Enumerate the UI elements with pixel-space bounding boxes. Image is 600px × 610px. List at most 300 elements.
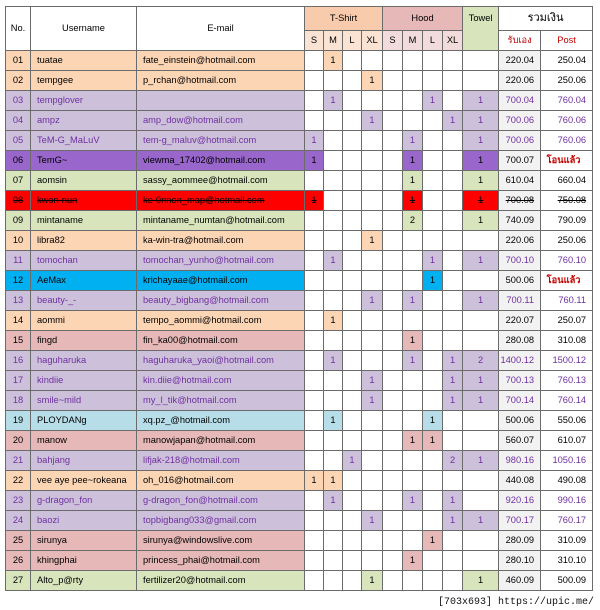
row-total-post: 250.07 <box>541 311 593 331</box>
row-email: mintaname_numtan@hotmail.com <box>137 211 305 231</box>
row-hood-qty <box>383 251 403 271</box>
row-number: 14 <box>6 311 31 331</box>
row-hood-qty <box>383 571 403 591</box>
row-email: lifjak-218@hotmail.com <box>137 451 305 471</box>
row-hood-qty <box>383 431 403 451</box>
table-row <box>6 411 593 431</box>
row-tshirt-qty <box>324 131 343 151</box>
row-tshirt-qty <box>343 351 362 371</box>
row-tshirt-qty <box>305 331 324 351</box>
row-total-post: 550.06 <box>541 411 593 431</box>
table-row <box>6 531 593 551</box>
row-hood-qty <box>403 111 423 131</box>
row-hood-qty <box>443 271 463 291</box>
row-hood-qty <box>443 71 463 91</box>
row-hood-qty <box>403 91 423 111</box>
row-username: ampz <box>31 111 137 131</box>
header-ts-size: XL <box>362 31 383 51</box>
row-hood-qty <box>383 511 403 531</box>
row-tshirt-qty <box>324 431 343 451</box>
row-total-pickup: 560.07 <box>499 431 541 451</box>
row-email: sirunya@windowslive.com <box>137 531 305 551</box>
row-total-post: 790.09 <box>541 211 593 231</box>
row-tshirt-qty <box>324 71 343 91</box>
row-tshirt-qty <box>362 351 383 371</box>
row-tshirt-qty: 1 <box>305 131 324 151</box>
row-total-post: 760.06 <box>541 111 593 131</box>
row-total-post: 760.13 <box>541 371 593 391</box>
row-hood-qty <box>383 391 403 411</box>
row-tshirt-qty <box>324 551 343 571</box>
row-email: tem-g_maluv@hotmail.com <box>137 131 305 151</box>
row-tshirt-qty <box>305 271 324 291</box>
row-hood-qty <box>383 91 403 111</box>
row-hood-qty <box>443 431 463 451</box>
row-tshirt-qty <box>305 311 324 331</box>
row-tshirt-qty <box>362 451 383 471</box>
row-hood-qty <box>403 51 423 71</box>
row-hood-qty: 1 <box>423 271 443 291</box>
row-total-pickup: 460.09 <box>499 571 541 591</box>
row-total-pickup: 700.14 <box>499 391 541 411</box>
row-number: 21 <box>6 451 31 471</box>
row-hood-qty: 1 <box>403 151 423 171</box>
row-tshirt-qty <box>362 151 383 171</box>
row-hood-qty <box>443 91 463 111</box>
row-tshirt-qty: 1 <box>324 471 343 491</box>
table-row <box>6 371 593 391</box>
row-username: tuatae <box>31 51 137 71</box>
row-tshirt-qty <box>343 571 362 591</box>
row-tshirt-qty <box>305 511 324 531</box>
row-total-post: 250.06 <box>541 231 593 251</box>
row-hood-qty <box>423 391 443 411</box>
row-hood-qty: 2 <box>403 211 423 231</box>
row-hood-qty <box>403 271 423 291</box>
row-hood-qty <box>443 551 463 571</box>
row-hood-qty <box>443 411 463 431</box>
row-total-pickup: 220.06 <box>499 71 541 91</box>
row-hood-qty <box>403 411 423 431</box>
row-hood-qty <box>383 231 403 251</box>
row-hood-qty: 1 <box>443 511 463 531</box>
row-number: 17 <box>6 371 31 391</box>
row-tshirt-qty: 1 <box>324 411 343 431</box>
header-pickup: รับเอง <box>499 31 541 51</box>
row-hood-qty <box>423 571 443 591</box>
row-number: 03 <box>6 91 31 111</box>
row-number: 25 <box>6 531 31 551</box>
row-email: my_l_tik@hotmail.com <box>137 391 305 411</box>
row-total-pickup: 700.06 <box>499 111 541 131</box>
row-hood-qty <box>443 471 463 491</box>
row-number: 16 <box>6 351 31 371</box>
row-total-pickup: 280.08 <box>499 331 541 351</box>
row-hood-qty: 1 <box>443 351 463 371</box>
row-tshirt-qty <box>362 251 383 271</box>
row-hood-qty: 1 <box>423 411 443 431</box>
row-username: smile~mild <box>31 391 137 411</box>
row-hood-qty <box>443 131 463 151</box>
table-row <box>6 431 593 451</box>
row-number: 04 <box>6 111 31 131</box>
row-hood-qty: 1 <box>443 111 463 131</box>
row-email: oh_016@hotmail.com <box>137 471 305 491</box>
table-row <box>6 111 593 131</box>
row-towel-qty <box>463 491 499 511</box>
table-row <box>6 391 593 411</box>
row-tshirt-qty <box>362 331 383 351</box>
row-hood-qty <box>403 71 423 91</box>
row-towel-qty <box>463 51 499 71</box>
table-row <box>6 491 593 511</box>
row-hood-qty <box>423 211 443 231</box>
row-tshirt-qty <box>343 131 362 151</box>
row-total-post: 760.04 <box>541 91 593 111</box>
row-total-pickup: 700.17 <box>499 511 541 531</box>
header-towel: Towel <box>463 7 499 51</box>
row-hood-qty: 1 <box>443 371 463 391</box>
row-total-post: 250.06 <box>541 71 593 91</box>
row-hood-qty <box>423 471 443 491</box>
row-tshirt-qty <box>343 251 362 271</box>
row-total-post: โอนแล้ว <box>541 271 593 291</box>
row-hood-qty <box>383 111 403 131</box>
row-total-pickup: 440.08 <box>499 471 541 491</box>
row-tshirt-qty <box>343 211 362 231</box>
row-username: aommi <box>31 311 137 331</box>
row-hood-qty <box>383 371 403 391</box>
row-tshirt-qty: 1 <box>324 491 343 511</box>
row-total-post: โอนแล้ว <box>541 151 593 171</box>
row-tshirt-qty <box>343 51 362 71</box>
row-tshirt-qty <box>324 291 343 311</box>
row-towel-qty <box>463 331 499 351</box>
row-towel-qty <box>463 231 499 251</box>
row-hood-qty <box>403 311 423 331</box>
row-username: baozi <box>31 511 137 531</box>
row-tshirt-qty: 1 <box>362 291 383 311</box>
row-username: PLOYDANg <box>31 411 137 431</box>
row-hood-qty <box>403 371 423 391</box>
row-tshirt-qty <box>343 71 362 91</box>
row-total-post: 750.08 <box>541 191 593 211</box>
row-tshirt-qty: 1 <box>305 471 324 491</box>
row-towel-qty <box>463 311 499 331</box>
row-tshirt-qty <box>362 211 383 231</box>
row-hood-qty <box>403 451 423 471</box>
row-email: ke-0nnon_map@hotmail.com <box>137 191 305 211</box>
row-total-pickup: 700.04 <box>499 91 541 111</box>
row-tshirt-qty <box>305 411 324 431</box>
row-hood-qty: 1 <box>403 171 423 191</box>
row-email: amp_dow@hotmail.com <box>137 111 305 131</box>
row-tshirt-qty <box>343 411 362 431</box>
row-tshirt-qty: 1 <box>362 391 383 411</box>
row-number: 27 <box>6 571 31 591</box>
row-hood-qty: 1 <box>403 291 423 311</box>
row-total-post: 310.08 <box>541 331 593 351</box>
row-hood-qty: 1 <box>403 491 423 511</box>
row-tshirt-qty <box>343 511 362 531</box>
row-towel-qty: 1 <box>463 211 499 231</box>
row-tshirt-qty <box>362 51 383 71</box>
row-hood-qty: 1 <box>423 531 443 551</box>
row-hood-qty <box>423 131 443 151</box>
row-tshirt-qty <box>343 531 362 551</box>
row-hood-qty <box>423 311 443 331</box>
header-hood-size: XL <box>443 31 463 51</box>
row-hood-qty: 1 <box>403 431 423 451</box>
row-tshirt-qty: 1 <box>362 71 383 91</box>
row-tshirt-qty <box>343 151 362 171</box>
row-tshirt-qty: 1 <box>324 251 343 271</box>
row-hood-qty <box>383 151 403 171</box>
row-username: kindiie <box>31 371 137 391</box>
row-hood-qty <box>383 451 403 471</box>
row-total-post: 660.04 <box>541 171 593 191</box>
row-tshirt-qty <box>305 211 324 231</box>
row-email: krichayaae@hotmail.com <box>137 271 305 291</box>
row-total-post: 610.07 <box>541 431 593 451</box>
row-email: fertilizer20@hotmail.com <box>137 571 305 591</box>
row-tshirt-qty <box>305 51 324 71</box>
header-ts-size: L <box>343 31 362 51</box>
row-towel-qty: 1 <box>463 191 499 211</box>
row-tshirt-qty <box>324 191 343 211</box>
row-tshirt-qty <box>305 171 324 191</box>
table-row <box>6 231 593 251</box>
row-towel-qty <box>463 531 499 551</box>
row-username: fingd <box>31 331 137 351</box>
row-tshirt-qty <box>305 551 324 571</box>
row-hood-qty <box>403 251 423 271</box>
row-tshirt-qty <box>324 511 343 531</box>
row-tshirt-qty <box>343 431 362 451</box>
row-tshirt-qty <box>343 471 362 491</box>
row-total-post: 760.11 <box>541 291 593 311</box>
row-tshirt-qty <box>305 371 324 391</box>
row-total-post: 760.06 <box>541 131 593 151</box>
row-tshirt-qty: 1 <box>324 91 343 111</box>
row-hood-qty: 1 <box>403 191 423 211</box>
row-tshirt-qty <box>324 451 343 471</box>
row-towel-qty: 1 <box>463 571 499 591</box>
row-email: g-dragon_fon@hotmail.com <box>137 491 305 511</box>
row-towel-qty: 1 <box>463 111 499 131</box>
row-tshirt-qty: 1 <box>343 451 362 471</box>
row-email: sassy_aommee@hotmail.com <box>137 171 305 191</box>
row-tshirt-qty: 1 <box>324 51 343 71</box>
header-hood: Hood <box>383 7 463 31</box>
row-number: 01 <box>6 51 31 71</box>
row-towel-qty: 1 <box>463 151 499 171</box>
row-tshirt-qty <box>343 91 362 111</box>
header-no: No. <box>6 7 31 51</box>
row-email: princess_phai@hotmail.com <box>137 551 305 571</box>
row-tshirt-qty <box>324 391 343 411</box>
table-row <box>6 251 593 271</box>
row-hood-qty <box>383 411 403 431</box>
row-username: AeMax <box>31 271 137 291</box>
order-rows <box>6 51 593 591</box>
row-total-pickup: 500.06 <box>499 411 541 431</box>
row-number: 19 <box>6 411 31 431</box>
row-hood-qty <box>383 51 403 71</box>
row-hood-qty: 2 <box>443 451 463 471</box>
row-tshirt-qty <box>324 171 343 191</box>
row-hood-qty: 1 <box>443 491 463 511</box>
header-hood-size: L <box>423 31 443 51</box>
row-hood-qty <box>383 291 403 311</box>
row-email: viewma_17402@hotmail.com <box>137 151 305 171</box>
row-hood-qty <box>443 231 463 251</box>
table-row <box>6 151 593 171</box>
row-tshirt-qty <box>343 491 362 511</box>
row-hood-qty: 1 <box>403 331 423 351</box>
row-tshirt-qty <box>324 151 343 171</box>
row-tshirt-qty <box>362 91 383 111</box>
row-tshirt-qty <box>343 191 362 211</box>
row-hood-qty: 1 <box>423 251 443 271</box>
row-total-pickup: 610.04 <box>499 171 541 191</box>
row-towel-qty <box>463 471 499 491</box>
table-row <box>6 91 593 111</box>
row-towel-qty: 1 <box>463 371 499 391</box>
row-number: 08 <box>6 191 31 211</box>
row-total-post: 250.04 <box>541 51 593 71</box>
table-row <box>6 451 593 471</box>
row-tshirt-qty <box>324 211 343 231</box>
row-hood-qty <box>443 51 463 71</box>
row-tshirt-qty <box>343 551 362 571</box>
row-hood-qty <box>443 171 463 191</box>
row-hood-qty <box>443 291 463 311</box>
row-hood-qty <box>403 531 423 551</box>
header-total: รวมเงิน <box>499 7 593 31</box>
row-towel-qty: 1 <box>463 451 499 471</box>
row-hood-qty <box>443 151 463 171</box>
row-tshirt-qty <box>324 111 343 131</box>
row-hood-qty <box>443 211 463 231</box>
row-number: 15 <box>6 331 31 351</box>
row-hood-qty <box>383 351 403 371</box>
row-tshirt-qty <box>305 231 324 251</box>
table-row <box>6 511 593 531</box>
row-hood-qty <box>383 491 403 511</box>
row-hood-qty <box>443 531 463 551</box>
row-hood-qty <box>403 471 423 491</box>
table-row <box>6 71 593 91</box>
row-username: g-dragon_fon <box>31 491 137 511</box>
row-hood-qty <box>383 551 403 571</box>
table-row <box>6 271 593 291</box>
row-towel-qty: 1 <box>463 131 499 151</box>
row-towel-qty <box>463 271 499 291</box>
row-username: Alto_p@rty <box>31 571 137 591</box>
row-hood-qty <box>383 131 403 151</box>
row-total-post: 990.16 <box>541 491 593 511</box>
row-total-pickup: 220.07 <box>499 311 541 331</box>
row-number: 12 <box>6 271 31 291</box>
row-total-pickup: 500.06 <box>499 271 541 291</box>
row-hood-qty <box>423 171 443 191</box>
row-email: manowjapan@hotmail.com <box>137 431 305 451</box>
row-number: 24 <box>6 511 31 531</box>
row-total-pickup: 700.08 <box>499 191 541 211</box>
row-hood-qty <box>423 71 443 91</box>
row-tshirt-qty <box>305 431 324 451</box>
row-hood-qty <box>423 351 443 371</box>
row-towel-qty: 1 <box>463 391 499 411</box>
row-email: ka-win-tra@hotmail.com <box>137 231 305 251</box>
row-total-post: 1050.16 <box>541 451 593 471</box>
row-tshirt-qty: 1 <box>305 191 324 211</box>
row-tshirt-qty <box>343 171 362 191</box>
row-username: sirunya <box>31 531 137 551</box>
row-tshirt-qty: 1 <box>362 111 383 131</box>
row-total-pickup: 220.06 <box>499 231 541 251</box>
header-hood-size: S <box>383 31 403 51</box>
row-tshirt-qty <box>343 291 362 311</box>
row-tshirt-qty <box>362 131 383 151</box>
row-email: p_rchan@hotmail.com <box>137 71 305 91</box>
row-hood-qty <box>383 191 403 211</box>
row-tshirt-qty <box>324 331 343 351</box>
row-username: haguharuka <box>31 351 137 371</box>
row-hood-qty <box>443 311 463 331</box>
row-tshirt-qty <box>305 531 324 551</box>
row-hood-qty <box>423 111 443 131</box>
row-username: tempgee <box>31 71 137 91</box>
row-tshirt-qty <box>324 231 343 251</box>
row-towel-qty: 1 <box>463 251 499 271</box>
row-hood-qty: 1 <box>403 351 423 371</box>
row-number: 10 <box>6 231 31 251</box>
header-email: E-mail <box>137 7 305 51</box>
table-row <box>6 171 593 191</box>
row-total-post: 760.17 <box>541 511 593 531</box>
row-total-post: 500.09 <box>541 571 593 591</box>
row-total-pickup: 920.16 <box>499 491 541 511</box>
row-total-pickup: 700.11 <box>499 291 541 311</box>
row-tshirt-qty <box>343 271 362 291</box>
row-tshirt-qty <box>362 531 383 551</box>
row-tshirt-qty <box>362 271 383 291</box>
row-number: 18 <box>6 391 31 411</box>
row-tshirt-qty <box>362 471 383 491</box>
row-username: libra82 <box>31 231 137 251</box>
row-hood-qty <box>443 331 463 351</box>
row-towel-qty: 2 <box>463 351 499 371</box>
header-hood-size: M <box>403 31 423 51</box>
row-hood-qty <box>383 271 403 291</box>
table-row <box>6 291 593 311</box>
row-total-post: 310.09 <box>541 531 593 551</box>
row-tshirt-qty <box>305 391 324 411</box>
row-tshirt-qty <box>362 191 383 211</box>
row-hood-qty: 1 <box>443 391 463 411</box>
table-row <box>6 191 593 211</box>
row-number: 07 <box>6 171 31 191</box>
row-tshirt-qty <box>305 71 324 91</box>
table-row <box>6 311 593 331</box>
row-towel-qty: 1 <box>463 511 499 531</box>
row-tshirt-qty <box>343 391 362 411</box>
order-table <box>5 6 593 591</box>
table-row <box>6 571 593 591</box>
table-row <box>6 551 593 571</box>
